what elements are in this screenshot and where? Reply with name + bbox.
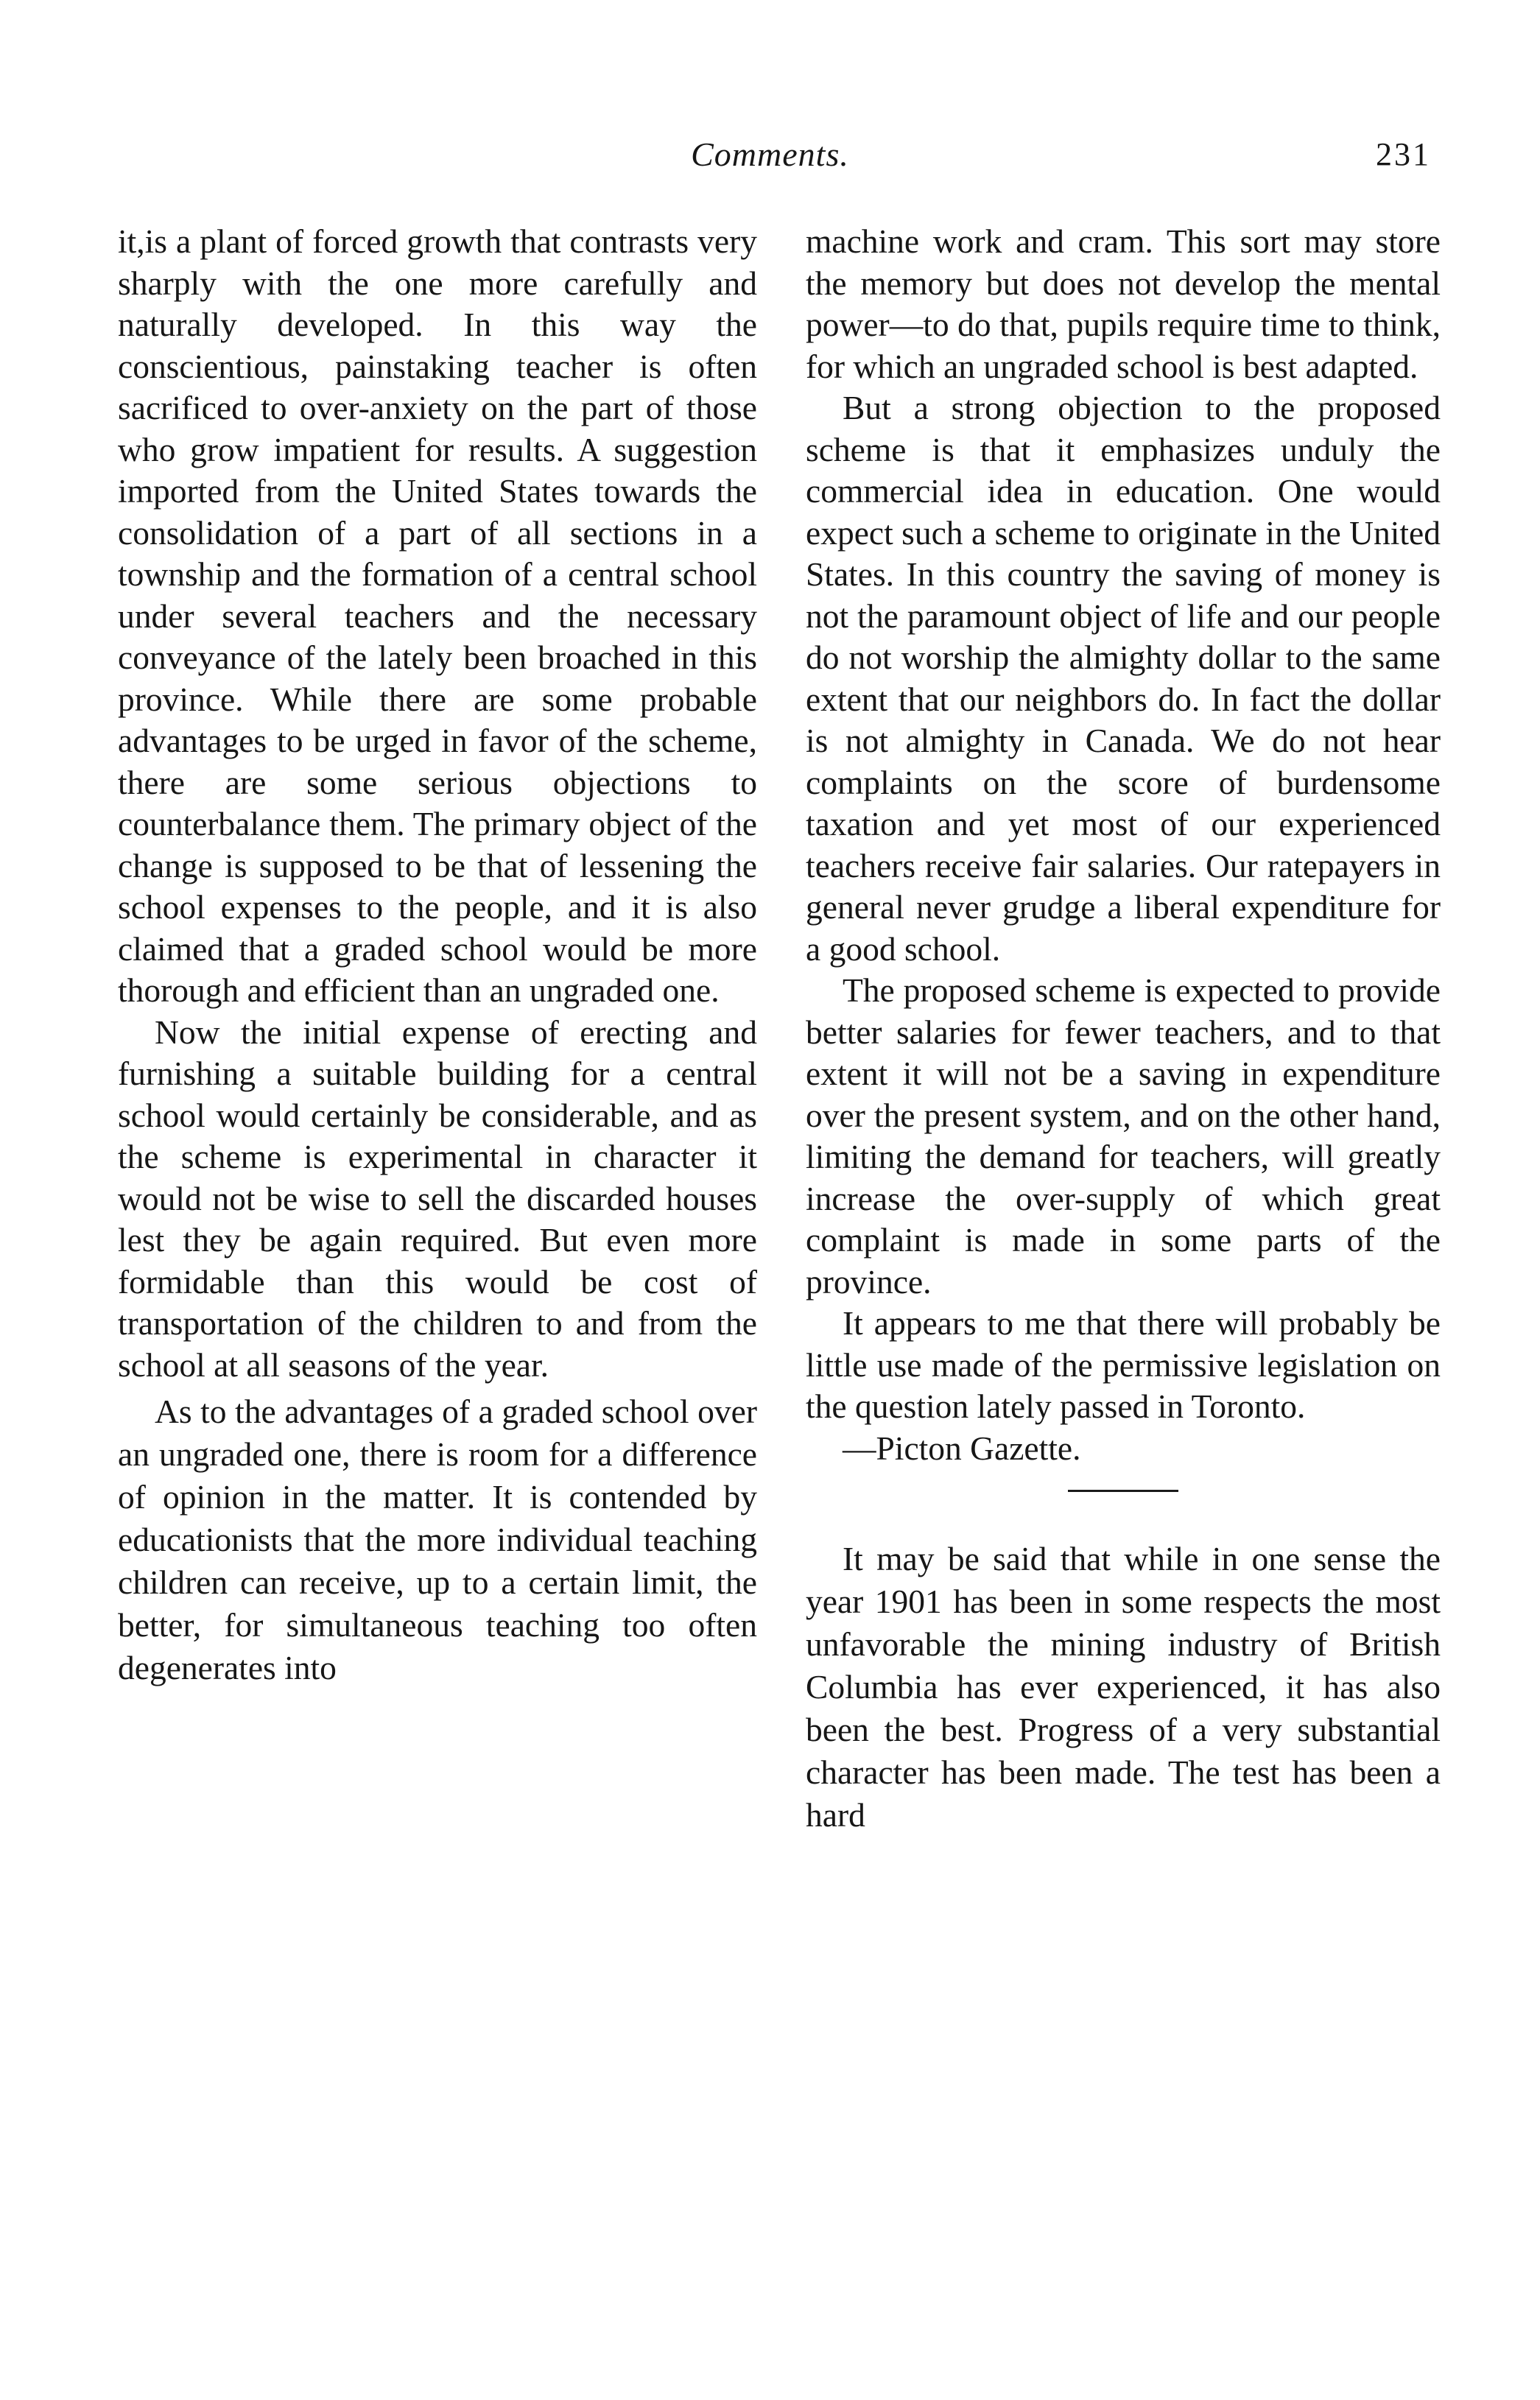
page-number: 231 (1376, 136, 1431, 172)
page-header (0, 133, 1540, 177)
paragraph-continued: it,is a plant of forced growth that contrasts very sharply with the one more carefully and naturally developed. In this way the conscientious, painstaking teacher is often sacrificed to over-anxiety on the part of those who grow impatient for results. A suggestion imported from the United States towards the consolidation of a part of all sections in a township and the formation of a central school under several teachers and the necessary conveyance of the lately been broached in this province. While there are some probable advantages to be urged in favor of the scheme, there are some serious objections to counterbalance them. The primary object of the change is supposed to be that of lessening the school expenses to the people, and it is also claimed that a graded school would be more thorough and efficient than an ungraded one. (118, 222, 757, 1009)
paragraph-commercial-idea: But a strong objection to the proposed scheme is that it emphasizes unduly the commercial idea in education. One would expect such a scheme to originate in the United States. In this country the saving of money is not the paramount object of life and our people do not worship the almighty dollar to the same extent that our neighbors do. In fact the dollar is not almighty in Canada. We do not hear complaints on the score of burdensome taxation and yet most of our experienced teachers receive fair salaries. Our ratepayers in general never grudge a liberal expenditure for a good school. (806, 389, 1441, 968)
running-title: Comments. (691, 136, 849, 173)
paragraph-initial-expense: Now the initial expense of erecting and furnishing a suitable building for a central school would certainly be considerable, and as the scheme is experimental in character it would not be wise to sell the discarded houses lest they be again required. But even more formidable than this would be cost of transportation of the children to and from the school at all seasons of the year. (118, 1013, 757, 1384)
paragraph-proposed-scheme: The proposed scheme is expected to provide better salaries for fewer teachers, and to that extent it will not be a saving in expenditure over the present system, and on the other hand, limiting the demand for teachers, will greatly increase the over-supply of which great complaint is made in some parts of the province. (806, 971, 1441, 1301)
section-divider (1068, 1490, 1178, 1492)
paragraph-permissive-legislation: It appears to me that there will probably be little use made of the permissive legislation on the question lately passed in Toronto. (806, 1304, 1441, 1425)
paragraph-graded-school-advantages: As to the advantages of a graded school over an ungraded one, there is room for a difference of opinion in the matter. It is contended by educationists that the more individual teaching children can receive, up to a certain limit, the better, for simultaneous teaching too often degenerates into (118, 1393, 757, 1686)
right-column (806, 221, 1441, 1837)
left-column (118, 221, 757, 1689)
source-attribution: —Picton Gazette. (843, 1429, 1081, 1467)
paragraph-mining-industry: It may be said that while in one sense the year 1901 has been in some respects the most unfavorable the mining industry of British Columbia has ever experienced, it has also been the best. Progress of a very substantial character has been made. The test has been a hard (806, 1540, 1441, 1834)
paragraph-machine-work: machine work and cram. This sort may store the memory but does not develop the mental power—to do that, pupils require time to think, for which an ungraded school is best adapted. (806, 222, 1441, 385)
